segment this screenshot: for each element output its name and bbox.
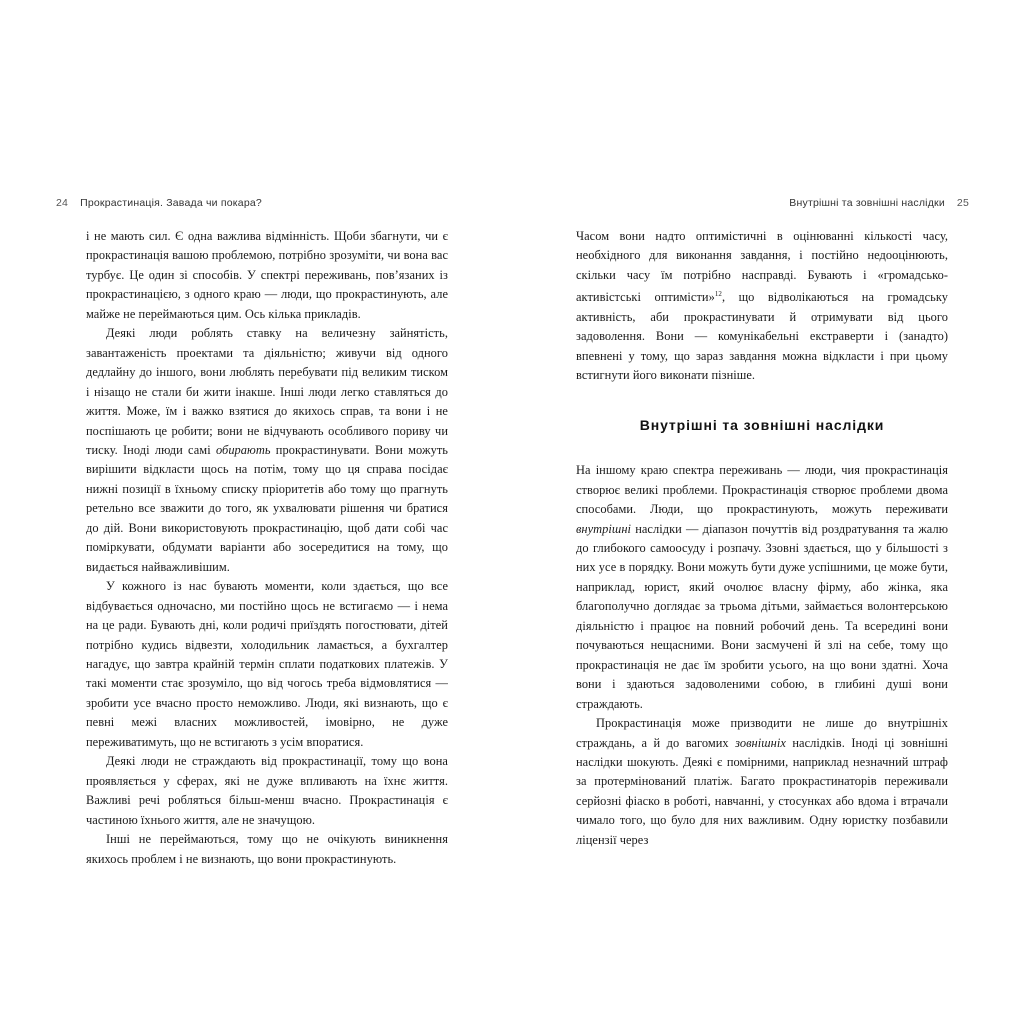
left-paragraph-5	[86, 830, 448, 869]
italic-emphasis: зовнішніх	[735, 735, 786, 750]
left-paragraph-1	[86, 227, 448, 324]
right-running-head-title: Внутрішні та зовнішні наслідки	[789, 197, 945, 209]
right-intro-paragraph	[576, 227, 948, 386]
left-paragraph-4	[86, 752, 448, 830]
text-segment: наслідки — діапазон почуттів від роздратування та жалю до глибокого самоосуду і розпачу. Ззовні здається, що у більшості з них усе в порядку. Вони можуть бути дуже успішними, це може бути, наприклад, юрист, який очолює власну фірму, або жінка, яка благополучно доглядає за трьома дітьми, займається волонтерською діяльністю і працює на повний робочий день. Та всередині вони почуваються нещасними. Вони засмучені й злі на себе, тому що прокрастинація не дає їм зробити усього, на що вони здатні. Хоча вони і здаються задоволеними собою, в глибині душі вони страждають.	[576, 521, 948, 711]
text-segment: , що відволікаються на громадську активність, аби прокрастинувати й отримувати від цього задоволення. Вони — комунікабельні екстраверти і (занадто) впевнені у тому, що зараз завдання можна відкласти і при цьому встигнути його виконати пізніше.	[576, 290, 948, 383]
text-segment: Прокрастинація може призводити не лише до внутрішніх страждань, а й до вагомих	[576, 716, 948, 750]
footnote-marker: 12	[714, 290, 722, 299]
right-running-head	[789, 197, 969, 211]
right-page	[512, 0, 1024, 1024]
text-segment: Деякі люди роблять ставку на величезну зайнятість, завантаженість проектами та діяльністю; живучи від одного дедлайну до іншого, вони люблять перебувати під великим тиском і нізащо не стали би жити інакше. Інші люди легко ставляться до життя. Може, їм і важко взятися до якихось справ, та вони і не поспішають це робити; вони не відчувають особливого пориву чи тиску. Іноді люди самі	[86, 326, 448, 457]
italic-emphasis: обирають	[215, 442, 271, 457]
right-page-number: 25	[956, 197, 969, 209]
left-body-text	[86, 227, 448, 869]
italic-emphasis: внутрішні	[576, 521, 632, 536]
section-heading: Внутрішні та зовнішні наслідки	[639, 416, 885, 433]
text-segment: Деякі люди не страждають від прокрастинації, тому що вона проявляється у сферах, які не дуже впливають на їхнє життя. Важливі речі робляться більш-менш вчасно. Прокрастинація є частиною їхнього життя, але не значущою.	[86, 754, 448, 827]
text-segment: У кожного із нас бувають моменти, коли здається, що все відбувається одночасно, ми постійно щось не встигаємо — і нема на це ради. Бувають дні, коли родичі приїздять погостювати, дітей потрібно кудись відвезти, холодильник ламається, а бухгалтер нагадує, що завтра крайній термін сплати податкових платежів. У такі моменти стає зрозуміло, що від чогось треба відмовлятися — зробити усе вчасно просто неможливо. Люди, які визнають, що є певні межі власних можливостей, імовірно, не дуже переживатимуть, що не встигають з усім впоратися.	[86, 579, 448, 749]
left-page-number: 24	[56, 197, 69, 209]
right-paragraph-2	[576, 714, 948, 850]
text-segment: прокрастинувати. Вони можуть вирішити відкласти щось на потім, тому що ця справа посідає нижні позиції в їхньому списку пріоритетів або тому що прагнуть ретельно все зважити до того, як ухвалювати рішення чи братися до дій. Вони використовують прокрастинацію, щоб дати собі час поміркувати, обдумати варіанти або зосередитися на тому, що видається найважливішим.	[86, 442, 448, 574]
text-segment: і не мають сил. Є одна важлива відмінність. Щоби збагнути, чи є прокрастинація вашою проблемою, потрібно зрозуміти, чи вона вас турбує. Це один зі способів. У спектрі переживань, пов’язаних із прокрастинацією, з одного краю — люди, що прокрастинують, але майже не переймаються цим. Ось кілька прикладів.	[86, 229, 448, 321]
text-segment: Інші не переймаються, тому що не очікують виникнення якихось проблем і не визнають, що вони прокрастинують.	[86, 832, 448, 866]
text-segment: На іншому краю спектра переживань — люди, чия прокрастинація створює великі проблеми. Прокрастинація створює проблеми двома способами. Люди, що прокрастинують, можуть переживати	[576, 463, 948, 517]
left-running-head-title: Прокрастинація. Завада чи покара?	[80, 197, 262, 209]
text-segment: Часом вони надто оптимістичні в оцінюванні кількості часу, необхідного для виконання завдання, і постійно недооцінюють, скільки часу їм потрібно насправді. Бувають і «громадсько-активістські оптимісти»	[576, 229, 948, 305]
text-segment: наслідків. Іноді ці зовнішні наслідки шокують. Деякі є помірними, наприклад незначний штраф за протермінований платіж. Багато прокрастинаторів переживали серйозні фіаско в роботі, навчанні, у стосунках або вдома і втрачали чимало того, що було для них важливим. Одну юристку позбавили ліцензії через	[576, 735, 948, 847]
right-paragraph-1	[576, 461, 948, 714]
right-body-text	[576, 227, 948, 850]
left-paragraph-2	[86, 324, 448, 577]
left-paragraph-3	[86, 577, 448, 752]
left-running-head	[56, 197, 262, 211]
